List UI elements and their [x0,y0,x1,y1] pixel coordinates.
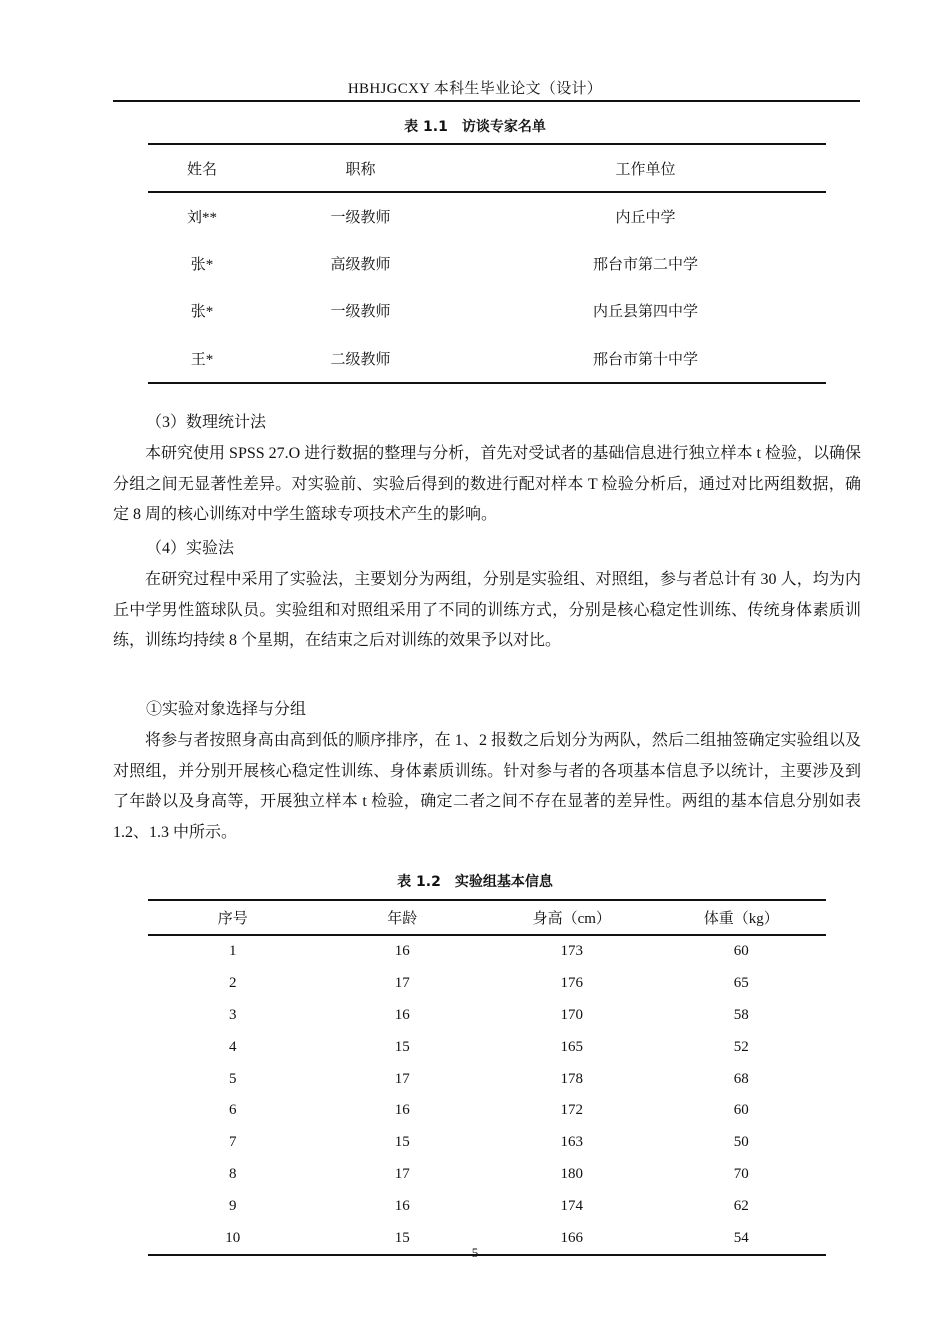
column-header-workplace: 工作单位 [465,144,826,192]
cell-title: 一级教师 [330,304,391,320]
cell-height: 176 [560,975,583,992]
subsection-paragraph: 将参与者按照身高由高到低的顺序排序，在 1、2 报数之后划分为两队，然后二组抽签确定实验组以及对照组，并分别开展核心稳定性训练、身体素质训练。针对参与者的各项基本信息予以统计，主要涉及到了年龄以及身高等，开展独立样本 t 检验，确定二者之间不存在显著的差异性。两组的基本信息分别如表 1.2、1.3 中所示。 [113,732,861,841]
cell-workplace: 内丘县第四中学 [593,304,699,320]
column-header-name: 姓名 [148,144,256,192]
running-header: HBHJGCXY 本科生毕业论文（设计） [347,81,603,97]
table-row [148,192,826,240]
table-row [148,1159,826,1191]
cell-age: 16 [394,943,410,960]
cell-index: 5 [229,1070,237,1087]
cell-index: 2 [229,975,237,992]
table-row [148,287,826,334]
cell-name: 张* [190,304,214,320]
header-rule [113,100,860,102]
cell-age: 17 [394,1165,410,1182]
cell-weight: 50 [733,1134,749,1151]
column-header-age: 年龄 [318,900,488,935]
cell-name: 王* [148,334,256,383]
cell-age: 15 [318,1222,488,1255]
table-row [148,1031,826,1063]
cell-name: 张* [190,257,214,273]
cell-age: 17 [394,1070,410,1087]
cell-index: 1 [229,943,237,960]
expert-list-table [148,143,826,384]
table-row [148,334,826,383]
cell-weight: 70 [733,1165,749,1182]
cell-index: 9 [229,1197,237,1214]
cell-workplace: 邢台市第二中学 [593,257,699,273]
table-row [148,1095,826,1127]
cell-weight: 58 [733,1006,749,1023]
column-header-weight: 体重（kg） [657,900,827,935]
cell-age: 17 [394,975,410,992]
table-1-caption [0,116,950,136]
cell-height: 170 [560,1006,583,1023]
cell-index: 7 [229,1134,237,1151]
cell-height: 165 [560,1038,583,1055]
column-header-title: 职称 [256,144,465,192]
cell-height: 173 [560,943,583,960]
table-header-row [148,900,826,935]
cell-workplace: 邢台市第十中学 [465,334,826,383]
section-3-paragraph: 本研究使用 SPSS 27.O 进行数据的整理与分析，首先对受试者的基础信息进行独立样本 t 检验，以确保分组之间无显著性差异。对实验前、实验后得到的数进行配对样本 T 检验分析后，通过对比两组数据，确定 8 周的核心训练对中学生篮球专项技术产生的影响。 [113,445,861,523]
table-row [148,1000,826,1032]
table-row [148,1127,826,1159]
cell-index: 8 [229,1165,237,1182]
column-header-index: 序号 [148,900,318,935]
table-row [148,935,826,968]
cell-height: 178 [560,1070,583,1087]
cell-weight: 68 [733,1070,749,1087]
cell-age: 15 [394,1038,410,1055]
cell-index: 4 [229,1038,237,1055]
cell-title: 二级教师 [256,334,465,383]
table-row [148,240,826,287]
cell-age: 15 [394,1134,410,1151]
table-row [148,1063,826,1095]
cell-height: 174 [560,1197,583,1214]
subsection-heading: ①实验对象选择与分组 [146,701,307,718]
cell-height: 163 [560,1134,583,1151]
experimental-group-table [148,899,826,1256]
cell-title: 一级教师 [330,210,391,226]
column-header-height: 身高（cm） [487,900,657,935]
cell-title: 高级教师 [330,257,391,273]
cell-age: 16 [394,1006,410,1023]
table-2-caption-number: 表 1.2 [397,874,441,890]
cell-workplace: 内丘中学 [615,210,676,226]
cell-weight: 60 [733,1102,749,1119]
table-row [148,1190,826,1222]
cell-weight: 60 [733,943,749,960]
cell-height: 172 [560,1102,583,1119]
cell-age: 16 [394,1197,410,1214]
cell-index: 3 [229,1006,237,1023]
section-4-heading: （4）实验法 [146,540,235,557]
table-2-caption [0,871,950,891]
cell-index: 10 [148,1222,318,1255]
cell-weight: 54 [657,1222,827,1255]
table-1-caption-number: 表 1.1 [404,119,448,135]
cell-height: 180 [560,1165,583,1182]
table-row [148,968,826,1000]
cell-age: 16 [394,1102,410,1119]
section-4-paragraph: 在研究过程中采用了实验法，主要划分为两组，分别是实验组、对照组，参与者总计有 30 人，均为内丘中学男性篮球队员。实验组和对照组采用了不同的训练方式，分别是核心稳定性训练、传统身体素质训练，训练均持续 8 个星期，在结束之后对训练的效果予以对比。 [113,571,861,649]
page-number: 5 [471,1245,479,1260]
table-2-caption-title: 实验组基本信息 [454,874,553,890]
cell-height: 166 [487,1222,657,1255]
cell-weight: 65 [733,975,749,992]
cell-weight: 52 [733,1038,749,1055]
table-1-caption-title: 访谈专家名单 [461,119,546,135]
section-3-heading: （3）数理统计法 [146,414,267,431]
table-header-row [148,144,826,192]
cell-index: 6 [229,1102,237,1119]
cell-weight: 62 [733,1197,749,1214]
cell-name: 刘** [186,210,217,226]
